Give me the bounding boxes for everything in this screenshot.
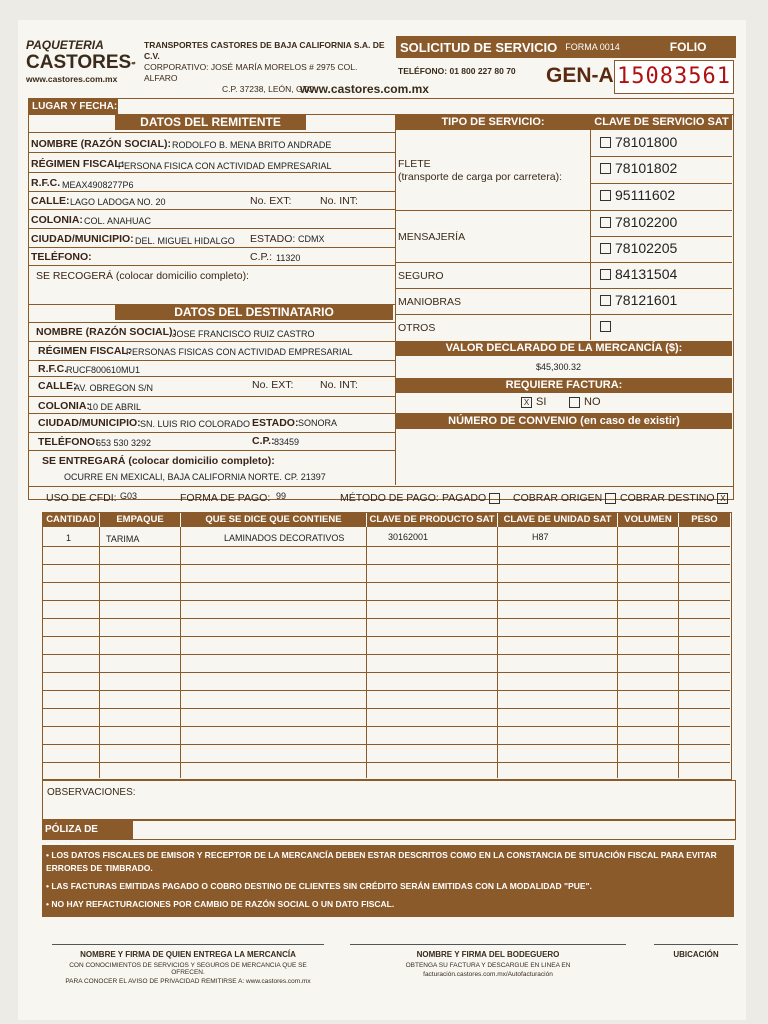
company-name: TRANSPORTES CASTORES DE BAJA CALIFORNIA S.A. DE C.V. bbox=[144, 40, 385, 61]
cobrar-destino-option[interactable] bbox=[620, 492, 732, 504]
note-item: • LAS FACTURAS EMITIDAS PAGADO O COBRO DESTINO DE CLIENTES SIN CRÉDITO SERÁN EMITIDAS CON LA MODALIDAD "PUE". bbox=[46, 881, 592, 891]
destinatario-calle: AV. OBREGON S/N bbox=[74, 383, 154, 393]
valor-title: VALOR DECLARADO DE LA MERCANCÍA ($): bbox=[396, 341, 732, 356]
destinatario-calle-label: CALLE: bbox=[38, 380, 77, 392]
clave-code: 78102200 bbox=[615, 214, 678, 230]
clave-code: 95111602 bbox=[615, 187, 676, 203]
company-website: www.castores.com.mx bbox=[300, 82, 429, 96]
cobrar-origen-label: COBRAR ORIGEN bbox=[513, 492, 603, 504]
company-phone: TELÉFONO: 01 800 227 80 70 bbox=[398, 66, 516, 76]
checkbox-icon[interactable] bbox=[600, 321, 611, 332]
checkbox-checked-icon[interactable]: X bbox=[521, 397, 532, 408]
clave-code: 84131504 bbox=[615, 266, 678, 282]
remitente-title: DATOS DEL REMITENTE bbox=[115, 115, 306, 130]
checkbox-icon[interactable] bbox=[569, 397, 580, 408]
col-volumen: VOLUMEN bbox=[618, 513, 678, 527]
service-seguro: SEGURO bbox=[398, 270, 444, 282]
company-cp: C.P. 37238, LEÓN, GTO. bbox=[222, 84, 317, 94]
destinatario-noext-label: No. EXT: bbox=[252, 379, 294, 391]
checkbox-icon[interactable] bbox=[600, 217, 611, 228]
checkbox-icon[interactable] bbox=[600, 243, 611, 254]
destinatario-estado: SONORA bbox=[298, 418, 338, 428]
remitente-noint-label: No. INT: bbox=[320, 195, 358, 207]
beaver-icon bbox=[131, 55, 136, 71]
checkbox-icon[interactable] bbox=[600, 295, 611, 306]
col-peso: PESO bbox=[679, 513, 730, 527]
remitente-estado: CDMX bbox=[298, 234, 325, 244]
col-clave-unidad: CLAVE DE UNIDAD SAT bbox=[498, 513, 617, 527]
checkbox-icon[interactable] bbox=[600, 269, 611, 280]
form-title: SOLICITUD DE SERVICIO bbox=[400, 39, 558, 55]
service-mensajeria: MENSAJERÍA bbox=[398, 231, 466, 243]
remitente-rfc-label: R.F.C. bbox=[31, 177, 61, 189]
brand-top: PAQUETERIA bbox=[26, 38, 104, 52]
destinatario-nombre: JOSE FRANCISCO RUIZ CASTRO bbox=[172, 329, 315, 339]
cell-clave-producto: 30162001 bbox=[388, 532, 429, 542]
destinatario-telefono: 653 530 3292 bbox=[96, 438, 152, 448]
cell-empaque: TARIMA bbox=[106, 534, 140, 544]
destinatario-rfc-label: R.F.C. bbox=[38, 363, 68, 375]
destinatario-colonia: 10 DE ABRIL bbox=[88, 402, 142, 412]
destinatario-entregara: OCURRE EN MEXICALI, BAJA CALIFORNIA NORTE. CP. 21397 bbox=[64, 472, 326, 482]
destinatario-nombre-label: NOMBRE (RAZÓN SOCIAL): bbox=[36, 326, 176, 338]
clave-code: 78102205 bbox=[615, 240, 678, 256]
checkbox-icon[interactable] bbox=[600, 137, 611, 148]
remitente-calle-label: CALLE: bbox=[31, 195, 70, 207]
remitente-nombre-label: NOMBRE (RAZÓN SOCIAL): bbox=[31, 138, 171, 150]
clave-row[interactable] bbox=[600, 266, 677, 284]
col-empaque: EMPAQUE bbox=[100, 513, 180, 527]
destinatario-regimen-label: RÉGIMEN FISCAL: bbox=[38, 345, 132, 357]
signature-bodeguero bbox=[350, 950, 626, 978]
clave-code: 78101802 bbox=[615, 160, 678, 176]
remitente-regimen: PERSONA FISICA CON ACTIVIDAD EMPRESARIAL bbox=[118, 161, 332, 171]
remitente-telefono-label: TELÉFONO: bbox=[31, 251, 92, 263]
clave-servicio-title: CLAVE DE SERVICIO SAT bbox=[591, 115, 732, 130]
checkbox-icon[interactable] bbox=[600, 163, 611, 174]
factura-no[interactable] bbox=[569, 396, 601, 408]
destinatario-cp: 83459 bbox=[274, 437, 300, 447]
remitente-cp-label: C.P.: bbox=[250, 251, 272, 263]
remitente-regimen-label: RÉGIMEN FISCAL: bbox=[31, 158, 125, 170]
col-clave-producto: CLAVE DE PRODUCTO SAT bbox=[367, 513, 497, 527]
clave-code: 78121601 bbox=[615, 292, 678, 308]
remitente-noext-label: No. EXT: bbox=[250, 195, 292, 207]
valor-amount: $45,300.32 bbox=[536, 362, 582, 372]
remitente-calle: LAGO LADOGA NO. 20 bbox=[70, 197, 166, 207]
cobrar-destino-label: COBRAR DESTINO bbox=[620, 492, 715, 504]
destinatario-title: DATOS DEL DESTINATARIO bbox=[115, 305, 393, 320]
destinatario-entregara-label: SE ENTREGARÁ (colocar domicilio completo): bbox=[42, 455, 275, 467]
tipo-servicio-title: TIPO DE SERVICIO: bbox=[396, 115, 590, 130]
clave-row[interactable] bbox=[600, 214, 677, 232]
remitente-colonia-label: COLONIA: bbox=[31, 214, 83, 226]
factura-no-label: NO bbox=[584, 396, 601, 408]
remitente-recogera-label: SE RECOGERÁ (colocar domicilio completo): bbox=[36, 270, 249, 282]
service-flete bbox=[398, 158, 562, 184]
poliza-row[interactable] bbox=[42, 820, 736, 840]
signature-entrega bbox=[52, 950, 324, 985]
destinatario-colonia-label: COLONIA: bbox=[38, 400, 90, 412]
cell-contiene: LAMINADOS DECORATIVOS bbox=[224, 533, 345, 543]
destinatario-rfc: RUCF800610MU1 bbox=[66, 365, 141, 375]
checkbox-checked-icon[interactable]: X bbox=[717, 493, 728, 504]
destinatario-regimen: PERSONAS FISICAS CON ACTIVIDAD EMPRESARIAL bbox=[126, 347, 353, 357]
destinatario-estado-label: ESTADO: bbox=[252, 417, 299, 429]
forma-pago-value: 99 bbox=[276, 491, 287, 501]
col-contiene: QUE SE DICE QUE CONTIENE bbox=[181, 513, 366, 527]
brand-url: www.castores.com.mx bbox=[26, 74, 118, 84]
observaciones-label: OBSERVACIONES: bbox=[47, 787, 136, 798]
sig-entrega-title: NOMBRE Y FIRMA DE QUIEN ENTREGA LA MERCANCÍA bbox=[80, 950, 296, 959]
destinatario-ciudad-label: CIUDAD/MUNICIPIO: bbox=[38, 417, 141, 429]
service-otros: OTROS bbox=[398, 322, 436, 334]
remitente-nombre: RODOLFO B. MENA BRITO ANDRADE bbox=[172, 140, 332, 150]
folio-label: FOLIO bbox=[669, 40, 707, 54]
factura-si-label: SI bbox=[536, 396, 547, 408]
remitente-colonia: COL. ANAHUAC bbox=[84, 216, 152, 226]
remitente-cp: 11320 bbox=[276, 253, 301, 263]
pagado-label: PAGADO bbox=[442, 492, 487, 504]
flete-sub: (transporte de carga por carretera): bbox=[398, 171, 562, 183]
castores-logo bbox=[26, 38, 136, 88]
clave-row[interactable] bbox=[600, 160, 677, 178]
sig-entrega-line2: PARA CONOCER EL AVISO DE PRIVACIDAD REMITIRSE A: www.castores.com.mx bbox=[65, 978, 311, 985]
convenio-title: NÚMERO DE CONVENIO (en caso de existir) bbox=[396, 413, 732, 429]
flete-label: FLETE bbox=[398, 158, 431, 170]
remitente-rfc: MEAX4908277P6 bbox=[62, 180, 134, 190]
sig-bodeguero-line2: facturación.castores.com.mx/Autofacturación bbox=[423, 971, 553, 978]
clave-row[interactable] bbox=[600, 187, 675, 205]
brand-main: CASTORES bbox=[26, 52, 132, 73]
clave-code: 78101800 bbox=[615, 134, 678, 150]
folio-prefix: GEN-A bbox=[546, 64, 614, 87]
cobrar-origen-option[interactable] bbox=[513, 492, 620, 504]
folio-number-box bbox=[614, 60, 734, 94]
pagado-option[interactable] bbox=[442, 492, 504, 504]
remitente-estado-label: ESTADO: bbox=[250, 233, 296, 245]
cfdi-value: G03 bbox=[120, 491, 138, 501]
metodo-pago-label: MÉTODO DE PAGO: bbox=[340, 492, 439, 504]
checkbox-icon[interactable] bbox=[600, 190, 611, 201]
items-table bbox=[42, 512, 732, 780]
notes-box bbox=[42, 845, 734, 917]
cell-clave-unidad: H87 bbox=[532, 532, 549, 542]
folio-number: 15083561 bbox=[617, 64, 731, 89]
clave-row[interactable] bbox=[600, 134, 677, 152]
signature-ubicacion: UBICACIÓN bbox=[673, 950, 719, 959]
sig-entrega-line1: CON CONOCIMIENTOS DE SERVICIOS Y SEGUROS DE MERCANCIA QUE SE OFRECEN. bbox=[69, 962, 307, 976]
sig-bodeguero-title: NOMBRE Y FIRMA DEL BODEGUERO bbox=[416, 950, 560, 959]
lugar-fecha-label: LUGAR Y FECHA: bbox=[29, 99, 118, 114]
cell-cantidad: 1 bbox=[66, 533, 72, 543]
form-title-bar bbox=[396, 36, 736, 58]
remitente-ciudad-label: CIUDAD/MUNICIPIO: bbox=[31, 233, 134, 245]
observaciones-box[interactable] bbox=[42, 780, 736, 820]
service-maniobras: MANIOBRAS bbox=[398, 296, 462, 308]
forma-pago-label: FORMA DE PAGO: bbox=[180, 492, 271, 504]
clave-row[interactable] bbox=[600, 292, 677, 310]
note-item: • NO HAY REFACTURACIONES POR CAMBIO DE RAZÓN SOCIAL O UN DATO FISCAL. bbox=[46, 899, 395, 909]
col-cantidad: CANTIDAD bbox=[43, 513, 99, 527]
cfdi-label: USO DE CFDI: bbox=[46, 492, 117, 504]
clave-row-otros[interactable] bbox=[600, 318, 615, 336]
poliza-label: PÓLIZA DE bbox=[43, 821, 133, 839]
destinatario-noint-label: No. INT: bbox=[320, 379, 358, 391]
destinatario-cp-label: C.P.: bbox=[252, 435, 275, 447]
clave-row[interactable] bbox=[600, 240, 677, 258]
factura-si[interactable] bbox=[521, 396, 546, 408]
factura-title: REQUIERE FACTURA: bbox=[396, 378, 732, 393]
note-item: • LOS DATOS FISCALES DE EMISOR Y RECEPTOR DE LA MERCANCÍA DEBEN ESTAR DESCRITOS COMO EN LA CONSTANCIA DE SITUACIÓN FISCAL PARA EVITAR ERRORES DE TIMBRADO. bbox=[46, 850, 717, 873]
form-code: FORMA 0014 bbox=[565, 42, 620, 52]
destinatario-telefono-label: TELÉFONO: bbox=[38, 436, 99, 448]
checkbox-icon[interactable] bbox=[489, 493, 500, 504]
checkbox-icon[interactable] bbox=[605, 493, 616, 504]
company-address: CORPORATIVO: JOSÉ MARÍA MORELOS # 2975 COL. ALFARO bbox=[144, 62, 358, 83]
destinatario-ciudad: SN. LUIS RIO COLORADO bbox=[140, 419, 251, 429]
sig-bodeguero-line1: OBTENGA SU FACTURA Y DESCARGUE EN LINEA EN bbox=[405, 962, 571, 969]
remitente-ciudad: DEL. MIGUEL HIDALGO bbox=[135, 236, 235, 246]
